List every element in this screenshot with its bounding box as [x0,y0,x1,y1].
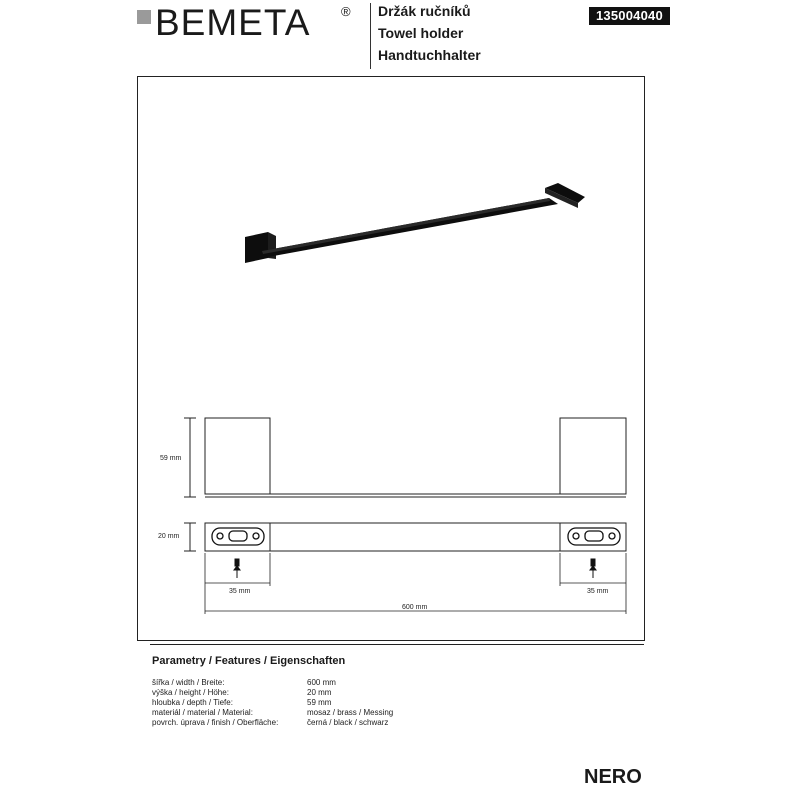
param-value-material: mosaz / brass / Messing [307,708,394,717]
plan-view [184,523,626,551]
param-label-depth: hloubka / depth / Tiefe: [152,698,233,707]
height-dimension-label: 59 mm [160,455,182,462]
param-value-finish: černá / black / schwarz [307,718,389,727]
screw-right-icon [590,559,596,578]
brand-logo: BEMETA [155,2,311,43]
front-elevation [184,418,626,497]
mount-left-dimension-label: 35 mm [229,588,251,595]
mount-right-dimension-label: 35 mm [587,588,609,595]
param-value-width: 600 mm [307,678,336,687]
depth-dimension-label: 20 mm [158,533,180,540]
title-czech: Držák ručníků [378,3,471,19]
towel-holder-illustration [245,183,585,263]
param-label-height: výška / height / Höhe: [152,688,229,697]
registered-mark: ® [341,4,351,19]
param-label-material: materiál / material / Material: [152,708,253,717]
params-divider [150,644,644,645]
product-code-badge: 135004040 [589,7,670,25]
param-label-finish: povrch. úprava / finish / Oberfläche: [152,718,279,727]
title-english: Towel holder [378,25,464,41]
series-name: NERO [584,766,642,788]
params-heading: Parametry / Features / Eigenschaften [152,655,346,667]
width-dimension-label: 600 mm [402,604,428,611]
mounting-plate-left [212,528,264,545]
mounting-plate-right [568,528,620,545]
param-value-height: 20 mm [307,688,332,697]
screw-left-icon [234,559,240,578]
param-value-depth: 59 mm [307,698,332,707]
param-label-width: šířka / width / Breite: [152,678,225,687]
title-german: Handtuchhalter [378,47,481,63]
